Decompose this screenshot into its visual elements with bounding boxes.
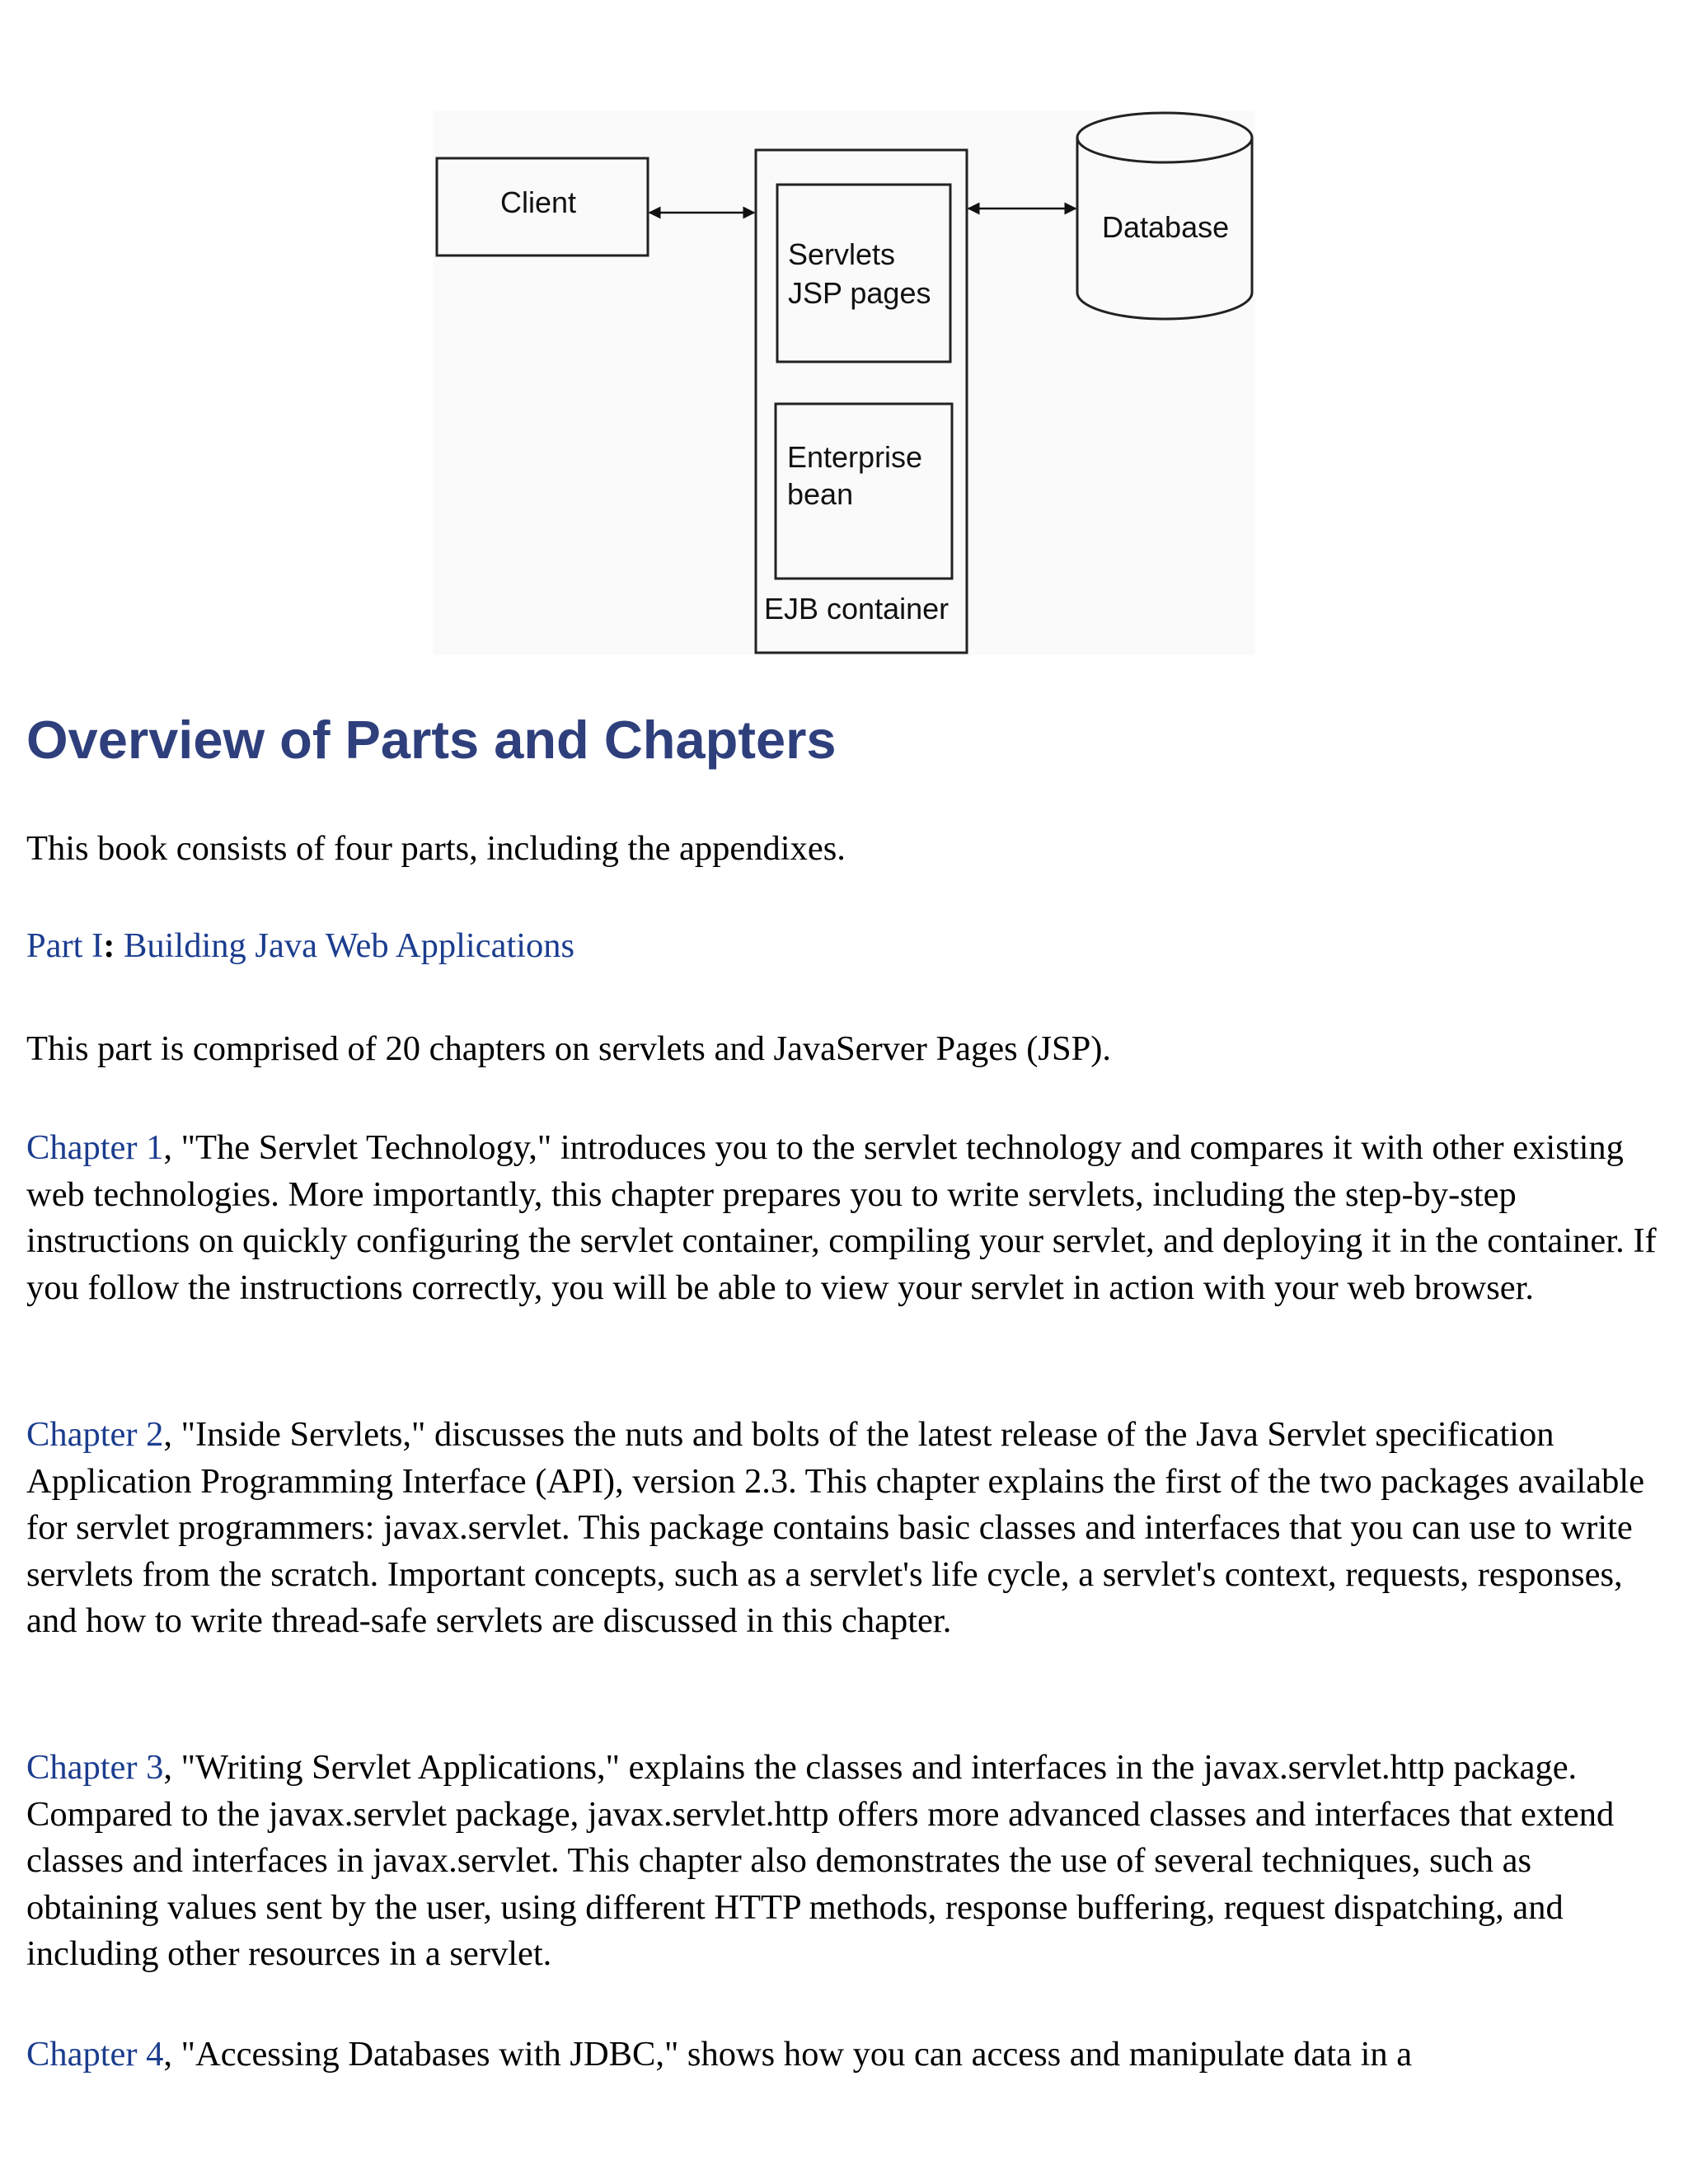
chapter-4-text: , "Accessing Databases with JDBC," shows how you can access and manipulate data in a [163, 2035, 1413, 2074]
part-separator: : [103, 926, 115, 965]
chapter-3-link[interactable]: Chapter 3 [26, 1748, 164, 1787]
bean-label: bean [787, 477, 854, 511]
chapter-4-paragraph [26, 2032, 1671, 2079]
chapter-1-text: , "The Servlet Technology," introduces you to the servlet technology and compares it with other existing web technologies. More importantly, this chapter prepares you to write servlets, including the step-by-step instructions on quickly configuring the servlet container, compiling your servlet, and deploying it in the container. If you follow the instructions correctly, you will be able to view your servlet in action with your web browser. [26, 1128, 1657, 1307]
part-description [26, 1026, 1671, 1073]
enterprise-label: Enterprise [787, 440, 923, 474]
part-heading [26, 923, 1671, 970]
client-label: Client [500, 185, 577, 219]
part-i-title-link[interactable]: Building Java Web Applications [115, 926, 575, 965]
jsp-pages-label: JSP pages [788, 276, 931, 310]
chapter-1-link[interactable]: Chapter 1 [26, 1128, 164, 1167]
ejb-container-label: EJB container [764, 592, 950, 626]
architecture-diagram [433, 111, 1255, 655]
section-title: Overview of Parts and Chapters [26, 710, 837, 770]
chapter-2-link[interactable]: Chapter 2 [26, 1415, 164, 1454]
intro-text: This book consists of four parts, including the appendixes. [26, 829, 846, 868]
architecture-diagram-svg [433, 111, 1255, 655]
chapter-3-text: , "Writing Servlet Applications," explains the classes and interfaces in the javax.servlet.http package. Compared to the javax.servlet package, javax.servlet.http offers more advanced classes and interfaces that extend classes and interfaces in javax.servlet. This chapter also demonstrates the use of several techniques, such as obtaining values sent by the user, using different HTTP methods, response buffering, request dispatching, and including other resources in a servlet. [26, 1748, 1615, 1973]
servlets-jsp-box [777, 185, 950, 362]
database-label: Database [1102, 210, 1230, 244]
part-i-link[interactable]: Part I [26, 926, 104, 965]
intro-paragraph [26, 826, 1671, 873]
servlets-label: Servlets [788, 237, 896, 271]
chapter-2-text: , "Inside Servlets," discusses the nuts and bolts of the latest release of the Java Servlet specification Application Programming Interface (API), version 2.3. This chapter explains the first of the two packages available for servlet programmers: javax.servlet. This package contains basic classes and interfaces that you can use to write servlets from the scratch. Important concepts, such as a servlet's life cycle, a servlet's context, requests, responses, and how to write thread-safe servlets are discussed in this chapter. [26, 1415, 1645, 1640]
chapter-2-paragraph [26, 1412, 1671, 1645]
chapter-4-link[interactable]: Chapter 4 [26, 2035, 164, 2074]
chapter-3-paragraph [26, 1745, 1671, 1978]
part-description-text: This part is comprised of 20 chapters on servlets and JavaServer Pages (JSP). [26, 1029, 1112, 1068]
chapter-1-paragraph [26, 1125, 1671, 1311]
